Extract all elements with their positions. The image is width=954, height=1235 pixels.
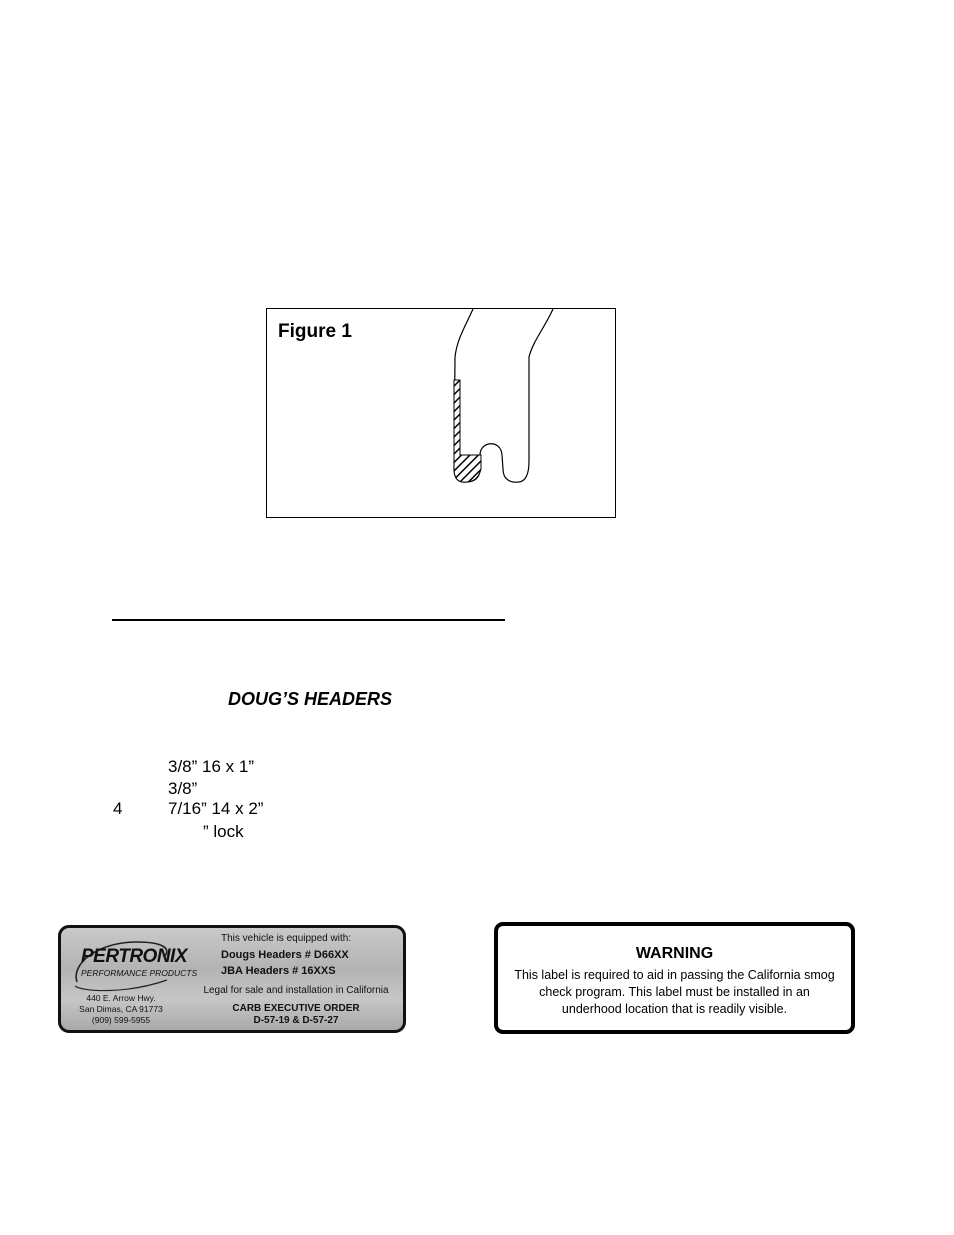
warning-text: This label is required to aid in passing the California smog check program. This label must be installed in an underhood location that is readily visible. [514,968,835,1016]
warning-title: WARNING [635,945,714,962]
product-line-2: JBA Headers # 16XXS [221,965,336,977]
figure-1 [266,308,616,518]
warning-label [494,922,855,1034]
pertronix-label [58,925,406,1033]
address-line-2: San Dimas, CA 91773 [79,1004,163,1014]
part-desc: 3/8” [168,779,198,798]
address-line-1: 440 E. Arrow Hwy. [86,993,156,1003]
brand-name: PERTRONIX [81,946,188,967]
brand-subtitle: PERFORMANCE PRODUCTS [81,968,198,978]
part-desc: 3/8” 16 x 1” [168,757,254,776]
section-rule [112,619,505,621]
part-desc: ” lock [203,822,244,841]
part-desc: 7/16” 14 x 2” [168,799,264,818]
product-line-1: Dougs Headers # D66XX [221,949,349,961]
phone-number: (909) 599-5955 [91,1015,151,1025]
figure-title: Figure 1 [278,321,352,342]
legal-text: Legal for sale and installation in California [203,985,389,996]
part-qty: 4 [113,799,123,818]
equipped-text: This vehicle is equipped with: [221,933,352,944]
carb-order-numbers: D-57-19 & D-57-27 [253,1015,339,1026]
carb-order-title: CARB EXECUTIVE ORDER [232,1003,360,1014]
section-heading: DOUG’S HEADERS [228,689,393,709]
